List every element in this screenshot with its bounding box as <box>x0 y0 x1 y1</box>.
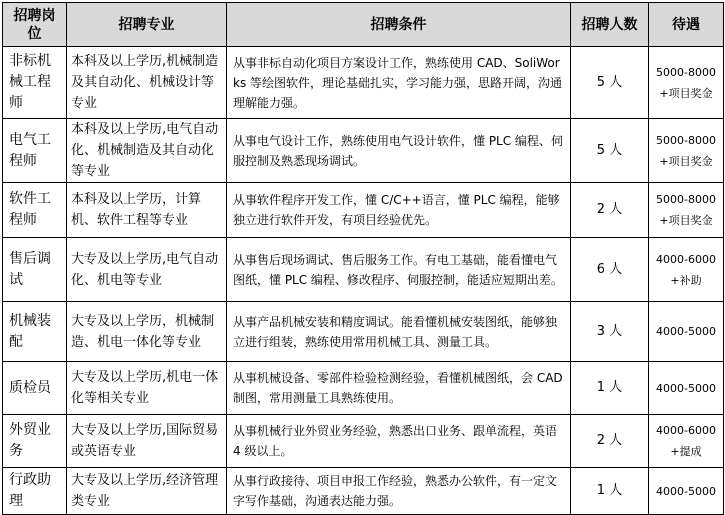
cell-count: 2 人 <box>571 183 649 238</box>
cell-conditions: 从事非标自动化项目方案设计工作，熟练使用 CAD、SoliWorks 等绘图软件，理论基础扎实，学习能力强，思路开阔，沟通理解能力强。 <box>227 47 571 119</box>
cell-major: 大专及以上学历,国际贸易或英语专业 <box>67 415 227 468</box>
cell-position: 电气工程师 <box>3 119 67 183</box>
cell-major: 大专及以上学历,经济管理类专业 <box>67 468 227 515</box>
table-row <box>3 302 724 362</box>
table-row <box>3 47 724 119</box>
cell-pay: 4000-5000 <box>649 362 724 415</box>
cell-conditions: 从事软件程序开发工作，懂 C/C++语言，懂 PLC 编程，能够独立进行软件开发，有项目经验优先。 <box>227 183 571 238</box>
cell-major: 本科及以上学历,机械制造及其自动化、机械设计等专业 <box>67 47 227 119</box>
recruitment-table-container <box>2 2 723 509</box>
cell-count: 5 人 <box>571 119 649 183</box>
cell-conditions: 从事机械设备、零部件检验检测经验，看懂机械图纸，会 CAD 制图，常用测量工具熟练使用。 <box>227 362 571 415</box>
cell-pay: 4000-6000 +补助 <box>649 238 724 302</box>
cell-major: 大专及以上学历,机电一体化等相关专业 <box>67 362 227 415</box>
cell-conditions: 从事产品机械安装和精度调试。能看懂机械安装图纸，能够独立进行组装，熟练使用常用机械工具、测量工具。 <box>227 302 571 362</box>
table-header-row <box>3 3 724 47</box>
table-row <box>3 362 724 415</box>
cell-position: 行政助理 <box>3 468 67 515</box>
cell-count: 3 人 <box>571 302 649 362</box>
cell-conditions: 从事售后现场调试、售后服务工作。有电工基础，能看懂电气图纸，懂 PLC 编程、修改程序、伺服控制，能适应短期出差。 <box>227 238 571 302</box>
cell-count: 5 人 <box>571 47 649 119</box>
cell-major: 本科及以上学历,电气自动化、机械制造及其自动化等专业 <box>67 119 227 183</box>
cell-position: 质检员 <box>3 362 67 415</box>
header-position: 招聘岗位 <box>3 3 67 47</box>
cell-pay: 5000-8000 +项目奖金 <box>649 183 724 238</box>
cell-count: 1 人 <box>571 362 649 415</box>
cell-conditions: 从事机械行业外贸业务经验，熟悉出口业务、跟单流程，英语 4 级以上。 <box>227 415 571 468</box>
table-row <box>3 468 724 515</box>
cell-position: 机械装配 <box>3 302 67 362</box>
cell-count: 2 人 <box>571 415 649 468</box>
cell-pay: 4000-5000 <box>649 302 724 362</box>
cell-pay: 5000-8000 +项目奖金 <box>649 119 724 183</box>
cell-pay: 5000-8000 +项目奖金 <box>649 47 724 119</box>
cell-position: 非标机械工程师 <box>3 47 67 119</box>
table-row <box>3 238 724 302</box>
cell-pay: 4000-5000 <box>649 468 724 515</box>
cell-major: 大专及以上学历，机械制造、机电一体化等专业 <box>67 302 227 362</box>
recruitment-table <box>2 2 724 515</box>
cell-conditions: 从事电气设计工作，熟练使用电气设计软件，懂 PLC 编程、伺服控制及熟悉现场调试。 <box>227 119 571 183</box>
table-row <box>3 119 724 183</box>
header-conditions: 招聘条件 <box>227 3 571 47</box>
cell-count: 1 人 <box>571 468 649 515</box>
table-row <box>3 415 724 468</box>
header-major: 招聘专业 <box>67 3 227 47</box>
header-count: 招聘人数 <box>571 3 649 47</box>
header-pay: 待遇 <box>649 3 724 47</box>
cell-count: 6 人 <box>571 238 649 302</box>
cell-major: 大专及以上学历,电气自动化、机电等专业 <box>67 238 227 302</box>
cell-position: 售后调试 <box>3 238 67 302</box>
table-row <box>3 183 724 238</box>
cell-conditions: 从事行政接待、项目申报工作经验，熟悉办公软件，有一定文字写作基础，沟通表达能力强。 <box>227 468 571 515</box>
cell-position: 外贸业务 <box>3 415 67 468</box>
cell-position: 软件工程师 <box>3 183 67 238</box>
cell-pay: 4000-6000 +提成 <box>649 415 724 468</box>
cell-major: 本科及以上学历，计算机、软件工程等专业 <box>67 183 227 238</box>
